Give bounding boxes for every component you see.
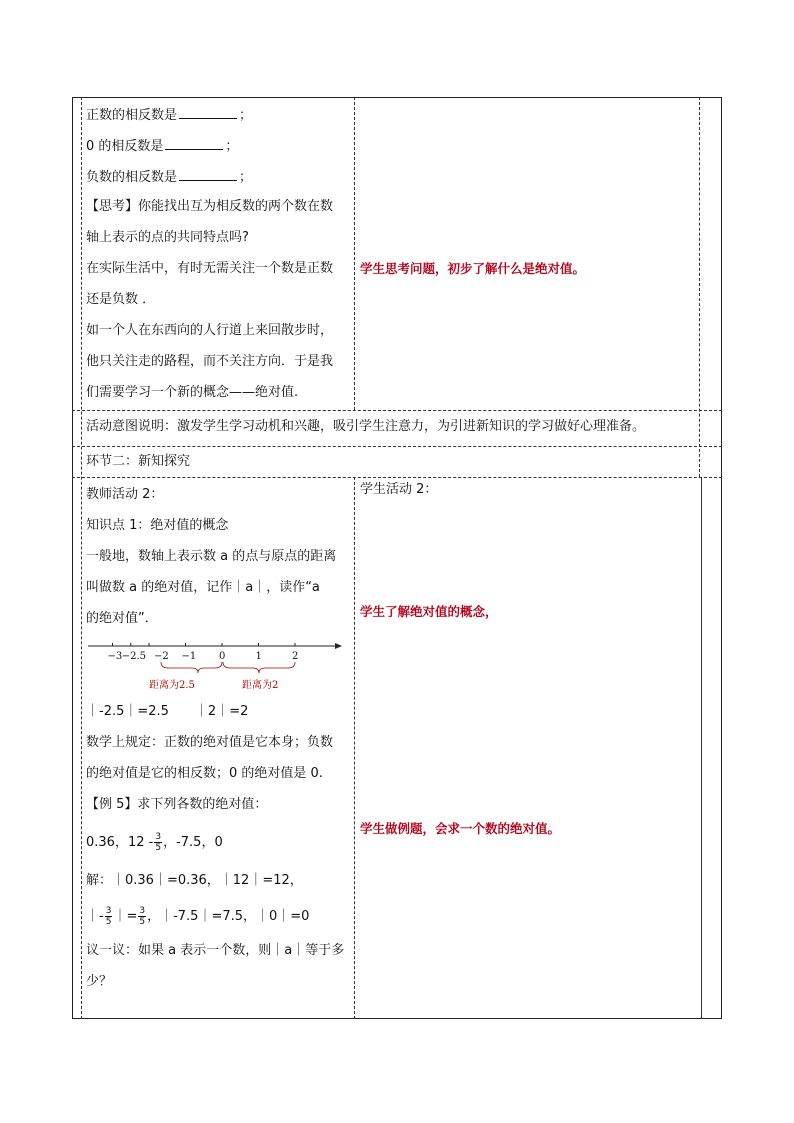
left-line-10: 们需要学习一个新的概念——绝对值. xyxy=(86,385,299,400)
minus-sign: - xyxy=(148,835,154,850)
abs-example: ｜-2.5｜=2.5 ｜2｜=2 xyxy=(86,704,249,719)
answer-blank xyxy=(179,106,237,119)
brace-left xyxy=(161,662,222,673)
fraction xyxy=(138,906,146,927)
solution-line-2 xyxy=(86,906,309,927)
tick-label: −3 xyxy=(107,651,123,662)
numbers-a: 0.36，12 xyxy=(86,835,145,850)
teacher-activity-title: 教师活动 2： xyxy=(86,487,164,502)
fraction xyxy=(154,832,162,853)
left-line-9: 他只关注走的路程，而不关注方向．于是我 xyxy=(86,354,334,369)
brace-right-label: 距离为2 xyxy=(242,680,279,691)
tick-label: 0 xyxy=(219,651,226,662)
student-response-3: 学生做例题，会求一个数的绝对值。 xyxy=(360,821,561,836)
sol2-b: ｜= xyxy=(113,909,138,924)
text-l1-end: ； xyxy=(239,108,253,123)
discussion-line-2: 少？ xyxy=(86,974,113,989)
right-inner-border-bottom xyxy=(701,477,702,1019)
rule-line-2: 的绝对值是它的相反数；0 的绝对值是 0. xyxy=(86,766,323,781)
definition-line-1: 一般地，数轴上表示数 a 的点与原点的距离 xyxy=(86,549,337,564)
tick-label: −2 xyxy=(154,651,169,662)
left-line-5: 轴上表示的点的共同特点吗? xyxy=(86,230,249,245)
text-l3: 负数的相反数是 xyxy=(86,170,178,185)
fraction xyxy=(105,906,113,927)
knowledge-point: 知识点 1：绝对值的概念 xyxy=(86,518,229,533)
tick-label: 2 xyxy=(292,651,299,662)
frac-den: 5 xyxy=(139,917,146,927)
answer-blank xyxy=(165,137,223,150)
example-numbers xyxy=(86,832,223,853)
student-activity-title: 学生活动 2： xyxy=(360,482,438,497)
text-l3-end: ； xyxy=(239,170,253,185)
sol2-a: ｜- xyxy=(86,909,104,924)
student-response-2: 学生了解绝对值的概念， xyxy=(360,604,498,619)
definition-line-2: 叫做数 a 的绝对值，记作｜a｜，读作“a xyxy=(86,580,320,595)
solution-line-1: 解：｜0.36｜=0.36，｜12｜=12， xyxy=(86,873,303,888)
frac-num: 3 xyxy=(139,906,146,916)
section-title: 环节二：新知探究 xyxy=(86,454,191,469)
brace-right xyxy=(223,662,295,673)
frac-num: 3 xyxy=(155,832,162,842)
frac-den: 5 xyxy=(155,843,162,853)
row-divider-2 xyxy=(72,446,722,447)
brace-left-label: 距离为2.5 xyxy=(149,680,195,691)
example-title: 【例 5】求下列各数的绝对值： xyxy=(86,797,268,812)
left-line-4: 【思考】你能找出互为相反数的两个数在数 xyxy=(86,199,334,214)
left-line-3 xyxy=(86,168,252,186)
left-line-6: 在实际生活中，有时无需关注一个数是正数 xyxy=(86,261,334,276)
arrow-right-icon xyxy=(335,643,342,649)
right-inner-border-top xyxy=(699,97,700,477)
left-line-8: 如一个人在东西向的人行道上来回散步时， xyxy=(86,323,334,338)
student-response-1: 学生思考问题，初步了解什么是绝对值。 xyxy=(360,261,586,276)
text-l2-end: ； xyxy=(225,139,239,154)
left-line-2 xyxy=(86,137,238,155)
tick-label: −1 xyxy=(181,651,197,662)
number-line-figure xyxy=(86,638,348,696)
frac-num: 3 xyxy=(105,906,112,916)
tick-label: −2.5 xyxy=(121,651,147,662)
tick-label: 1 xyxy=(255,651,262,662)
answer-blank xyxy=(179,168,237,181)
row-divider-1 xyxy=(72,410,722,411)
definition-line-3: 的绝对值”． xyxy=(86,611,158,626)
rule-line-1: 数学上规定：正数的绝对值是它本身；负数 xyxy=(86,735,334,750)
sol2-c: ，｜-7.5｜=7.5，｜0｜=0 xyxy=(147,909,310,924)
left-line-1 xyxy=(86,106,252,124)
left-inner-border xyxy=(81,97,82,1019)
row-divider-3 xyxy=(72,477,722,478)
activity-intent: 活动意图说明：激发学生学习动机和兴趣，吸引学生注意力，为引进新知识的学习做好心理准备。 xyxy=(86,419,646,434)
text-l1: 正数的相反数是 xyxy=(86,108,178,123)
discussion-line-1: 议一议：如果 a 表示一个数，则｜a｜等于多 xyxy=(86,943,345,958)
column-divider-top xyxy=(354,97,355,410)
numbers-b: ，-7.5，0 xyxy=(163,835,223,850)
column-divider-bottom xyxy=(354,477,355,1019)
frac-den: 5 xyxy=(105,917,112,927)
text-l2: 0 的相反数是 xyxy=(86,139,164,154)
left-line-7: 还是负数 ． xyxy=(86,292,156,307)
